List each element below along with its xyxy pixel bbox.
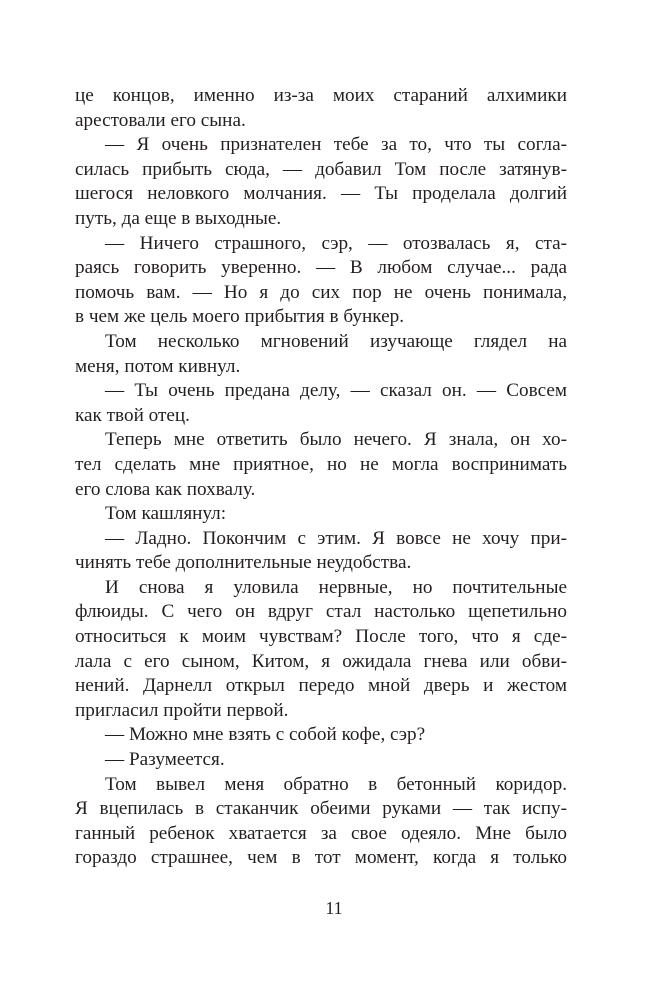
text-line: ганный ребенок хватается за свое одеяло. Мне было (75, 822, 567, 844)
page-number: 11 (325, 898, 343, 918)
text-line: пригласил пройти первой. (75, 699, 289, 721)
text-line: И снова я уловила нервные, но почтительные (105, 576, 567, 598)
text-line: Том несколько мгновений изучающе глядел на (105, 330, 567, 352)
text-line: гораздо страшнее, чем в тот момент, когда я только (75, 847, 567, 869)
text-line: — Можно мне взять с собой кофе, сэр? (105, 724, 426, 746)
text-line: меня, потом кивнул. (75, 355, 241, 377)
text-line: путь, да еще в выходные. (75, 207, 282, 229)
text-line: флюиды. С чего он вдруг стал настолько щепетильно (75, 601, 567, 623)
text-line: помочь вам. — Но я до сих пор не очень понимала, (75, 281, 567, 303)
text-line: шегося неловкого молчания. — Ты проделала долгий (75, 183, 567, 205)
text-line: Том кашлянул: (105, 503, 227, 525)
text-line: тел сделать мне приятное, но не могла воспринимать (75, 453, 567, 475)
text-line: относиться к моим чувствам? После того, что я сде- (75, 626, 567, 648)
text-line: це концов, именно из-за моих стараний алхимики (75, 85, 567, 106)
text-line: силась прибыть сюда, — добавил Том после затянув- (75, 158, 567, 180)
text-line: — Ладно. Покончим с этим. Я вовсе не хочу при- (105, 527, 567, 549)
book-page-text (75, 84, 567, 871)
text-line: Я вцепилась в стаканчик обеими руками — так испу- (75, 798, 567, 820)
text-line: лала с его сыном, Китом, я ожидала гнева или обви- (75, 650, 567, 672)
text-line: раясь говорить уверенно. — В любом случае... рада (75, 257, 567, 279)
text-line: его слова как похвалу. (75, 478, 256, 500)
text-line: в чем же цель моего прибытия в бункер. (75, 306, 405, 328)
text-line: Теперь мне ответить было нечего. Я знала, он хо- (105, 429, 567, 451)
text-line: Том вывел меня обратно в бетонный коридор. (105, 773, 567, 795)
text-line: — Ты очень предана делу, — сказал он. — Совсем (105, 380, 567, 402)
text-line: — Я очень признателен тебе за то, что ты согла- (105, 134, 567, 156)
text-line: — Разумеется. (105, 749, 225, 771)
text-line: — Ничего страшного, сэр, — отозвалась я, ста- (105, 232, 567, 254)
text-line: чинять тебе дополнительные неудобства. (75, 552, 412, 574)
text-line: как твой отец. (75, 404, 190, 426)
text-line: нений. Дарнелл открыл передо мной дверь и жестом (75, 675, 567, 697)
text-line: арестовали его сына. (75, 109, 246, 131)
